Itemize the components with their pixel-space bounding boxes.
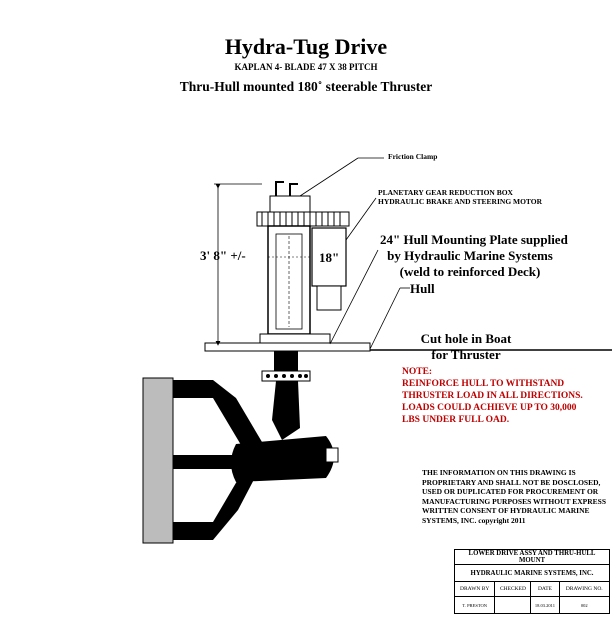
title-block-date: 18.03.2011 [531,597,559,614]
hull-reinforcement-note: NOTE: REINFORCE HULL TO WITHSTAND THRUSTER LOAD IN ALL DIRECTIONS. LOADS COULD ACHIEVE UP TO 30,000 LBS UNDER FULL OAD. [402,367,583,425]
title-block-drawing-no: 002 [559,597,609,614]
drawing-title: Hydra-Tug Drive [224,34,388,59]
gear-box-label-1: PLANETARY GEAR REDUCTION BOX [378,188,513,197]
gear-box-label-2: HYDRAULIC BRAKE AND STEERING MOTOR [378,197,543,206]
title-block [454,549,610,614]
cut-hole-label: Cut hole in Boat for Thruster [420,331,512,362]
title-block-company: HYDRAULIC MARINE SYSTEMS, INC. [455,565,610,582]
nozzle-bottom-strut [173,522,213,540]
drawing-description: Thru-Hull mounted 180˚ steerable Thruster [179,79,433,94]
proprietary-notice: THE INFORMATION ON THIS DRAWING IS PROPRIETARY AND SHALL NOT BE DOSCLOSED, USED OR DUPLICATED FOR PROCUREMENT OR MANUFACTURING PURPOSES WITHOUT EXPRESS WRITTEN CONSENT OF HYDRAULIC MARINE SYSTEMS, INC. copyright 2011 [422,468,606,525]
title-block-header-drawing-no: DRAWING NO. [559,582,609,597]
mounting-plate [205,343,370,351]
gear-ring [257,212,349,226]
friction-clamp-label: Friction Clamp [388,152,438,161]
nozzle-upper-brace [213,380,262,450]
title-block-checked [495,597,531,614]
propeller-shaft [173,455,233,469]
hydraulic-pipes [276,182,298,196]
nozzle-top-strut [173,380,213,398]
title-block-drawing-title: LOWER DRIVE ASSY AND THRU-HULL MOUNT [455,550,610,565]
width-dimension-label: 18" [319,250,340,265]
gearbox-cap [270,196,310,212]
height-dimension-label: 3' 8" +/- [200,248,246,263]
hull-shaft [274,351,298,371]
motor-base [260,334,330,343]
drawing-subtitle: KAPLAN 4- BLADE 47 X 38 PITCH [234,62,378,72]
drive-strut [272,381,300,440]
pod-tail [326,448,338,462]
title-block-header-drawn-by: DRAWN BY [455,582,495,597]
mounting-plate-label: 24" Hull Mounting Plate supplied by Hydraulic Marine Systems (weld to reinforced Deck) [380,232,568,279]
nozzle-housing [143,378,173,543]
hull-label: Hull [410,281,435,296]
title-block-header-date: DATE [531,582,559,597]
title-block-header-checked: CHECKED [495,582,531,597]
steering-motor-cap [317,286,341,310]
title-block-drawn-by: T. PRESTON [455,597,495,614]
